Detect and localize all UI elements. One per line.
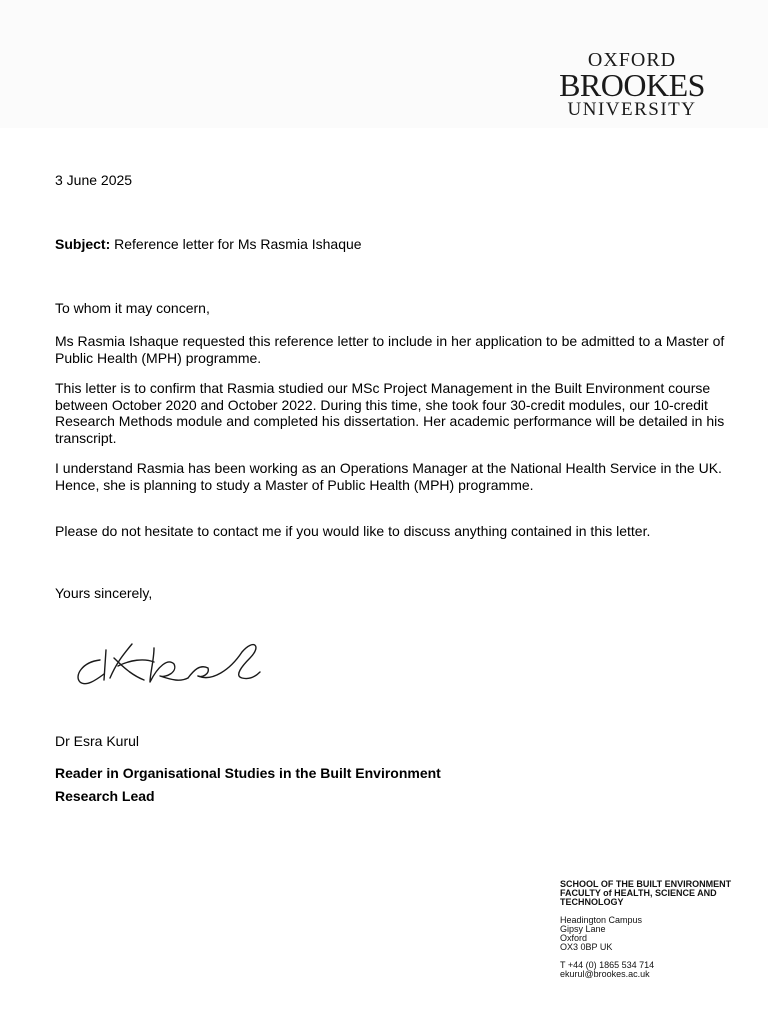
footer-contact-block (560, 880, 760, 979)
paragraph-request: Ms Rasmia Ishaque requested this reference letter to include in her application to be admitted to a Master of Public Health (MPH) programme. (55, 333, 725, 366)
footer-address-line: OX3 0BP UK (560, 942, 613, 952)
handwritten-signature (70, 630, 270, 694)
closing: Yours sincerely, (55, 585, 153, 601)
footer-faculty: FACULTY of HEALTH, SCIENCE AND TECHNOLOGY (560, 888, 717, 907)
logo-line-brookes: BROOKES (559, 67, 705, 103)
logo-line-oxford: OXFORD (587, 49, 677, 71)
footer-phone: T +44 (0) 1865 534 714 (560, 960, 655, 970)
footer-address-line: Oxford (560, 933, 588, 943)
footer-address-line: Gipsy Lane (560, 924, 606, 934)
subject-line (55, 236, 362, 253)
subject-text: Reference letter for Ms Rasmia Ishaque (110, 236, 362, 252)
signatory-title: Reader in Organisational Studies in the Built Environment (55, 765, 441, 781)
salutation: To whom it may concern, (55, 300, 210, 316)
paragraph-contact: Please do not hesitate to contact me if you would like to discuss anything contained in this letter. (55, 523, 651, 539)
signatory-role: Research Lead (55, 788, 155, 804)
footer-address-line: Headington Campus (560, 915, 643, 925)
signatory-name: Dr Esra Kurul (55, 733, 140, 749)
logo-line-university: UNIVERSITY (567, 99, 697, 120)
subject-label: Subject: (55, 236, 111, 252)
oxford-brookes-logo (552, 50, 712, 119)
letter-date: 3 June 2025 (55, 172, 133, 188)
footer-email: ekurul@brookes.ac.uk (560, 969, 650, 979)
paragraph-confirmation: This letter is to confirm that Rasmia studied our MSc Project Management in the Built Environment course between October 2020 and October 2022. During this time, she took four 30-credit modules, our 10-credit Research Methods module and completed his dissertation. Her academic performance will be detailed in his transcript. (55, 380, 725, 446)
paragraph-employment: I understand Rasmia has been working as an Operations Manager at the National Health Service in the UK. Hence, she is planning to study a Master of Public Health (MPH) programme. (55, 460, 722, 493)
footer-school: SCHOOL OF THE BUILT ENVIRONMENT (560, 879, 732, 889)
